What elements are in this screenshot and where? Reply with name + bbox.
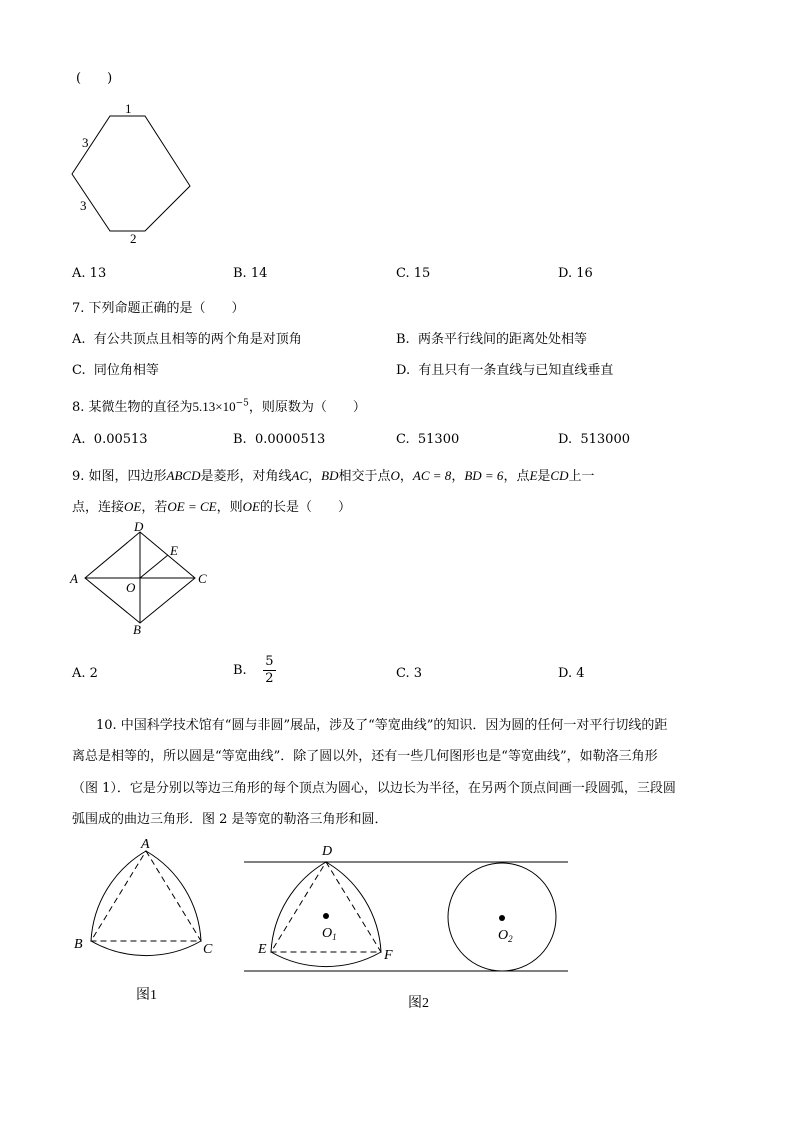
label-a: A	[70, 571, 78, 586]
q7-option-c[interactable]: C. 同位角相等	[72, 363, 159, 378]
label-b: B	[133, 622, 141, 637]
label-o: O	[126, 580, 136, 595]
label-e: E	[170, 543, 178, 558]
hexagon-label-bottom: 2	[130, 231, 137, 246]
hexagon-label-top: 1	[125, 101, 132, 116]
q8-stem: 8. 某微生物的直径为$5.13\times 10^{-5}$，则原数为（ ）	[72, 398, 366, 415]
q8-option-a[interactable]: A. 0.00513	[72, 432, 148, 447]
reuleaux-shape	[91, 851, 201, 956]
label-c: C	[198, 571, 207, 586]
q6-option-c[interactable]: C. 15	[396, 266, 431, 281]
q9-rhombus-figure	[68, 520, 218, 640]
fig2-label-e: E	[258, 942, 267, 957]
hexagon-label-lower-left: 3	[80, 198, 87, 213]
center-o1-dot	[323, 913, 329, 919]
q9-option-b[interactable]: B. $\frac{5}{2}$	[233, 654, 274, 686]
q6-hexagon-figure	[60, 98, 210, 248]
fig2-label-o1: $O_1$	[322, 926, 337, 942]
q8-option-c[interactable]: C. 51300	[396, 432, 460, 447]
q7-option-d[interactable]: D. 有且只有一条直线与已知直线垂直	[396, 363, 614, 378]
fig2-label-d: D	[322, 844, 333, 859]
label-d: D	[134, 520, 144, 534]
hexagon-label-upper-left: 3	[82, 135, 89, 150]
q6-option-a[interactable]: A. 13	[72, 266, 107, 281]
q6-bracket: ( )	[76, 71, 113, 86]
fig2-label-f: F	[384, 948, 393, 963]
q9-stem-line2: 点，连接OE，若OE = CE，则OE的长是（ ）	[72, 499, 351, 515]
q9-stem-line1: 9. 如图，四边形ABCD是菱形，对角线AC，BD相交于点O，AC = 8，BD = 6，点E是CD上一	[72, 468, 595, 484]
fig2-caption: 图2	[408, 996, 429, 1011]
center-o2-dot	[499, 915, 505, 921]
q8-option-b[interactable]: B. 0.0000513	[233, 432, 326, 447]
q8-option-d[interactable]: D. 513000	[558, 432, 630, 447]
q10-line4: 弧围成的曲边三角形．图 2 是等宽的勒洛三角形和圆．	[72, 812, 388, 827]
q7-stem: 7. 下列命题正确的是（ ）	[72, 301, 245, 316]
q10-figure2	[238, 835, 578, 1017]
segment-oe	[140, 555, 168, 578]
q9-option-c[interactable]: C. 3	[396, 666, 423, 681]
q9-option-d[interactable]: D. 4	[558, 666, 585, 681]
hexagon-shape	[72, 116, 190, 231]
q10-line2: 离总是相等的，所以圆是“等宽曲线”．除了圆以外，还有一些几何图形也是“等宽曲线”，如勒洛三角形	[72, 749, 658, 764]
q10-line1: 10. 中国科学技术馆有“圆与非圆”展品，涉及了“等宽曲线”的知识．因为圆的任何一对平行切线的距	[96, 718, 668, 733]
q7-option-a[interactable]: A. 有公共顶点且相等的两个角是对顶角	[72, 332, 302, 347]
q10-line3: （图 1）．它是分别以等边三角形的每个顶点为圆心，以边长为半径，在另两个顶点间画一段圆弧，三段圆	[72, 781, 676, 796]
fraction-five-halves: $\frac{5}{2}$	[265, 654, 274, 686]
q7-option-b[interactable]: B. 两条平行线间的距离处处相等	[396, 332, 587, 347]
fig1-label-b: B	[74, 937, 83, 952]
q10-figure1-reuleaux	[70, 835, 230, 1010]
q6-option-b[interactable]: B. 14	[233, 266, 268, 281]
fig1-label-a: A	[141, 837, 150, 852]
reuleaux-dashed-triangle	[91, 851, 201, 941]
q9-option-a[interactable]: A. 2	[72, 666, 98, 681]
fig2-label-o2: $O_2$	[498, 928, 513, 944]
fig1-label-c: C	[203, 942, 213, 957]
q6-option-d[interactable]: D. 16	[558, 266, 593, 281]
fig1-caption: 图1	[136, 988, 157, 1003]
